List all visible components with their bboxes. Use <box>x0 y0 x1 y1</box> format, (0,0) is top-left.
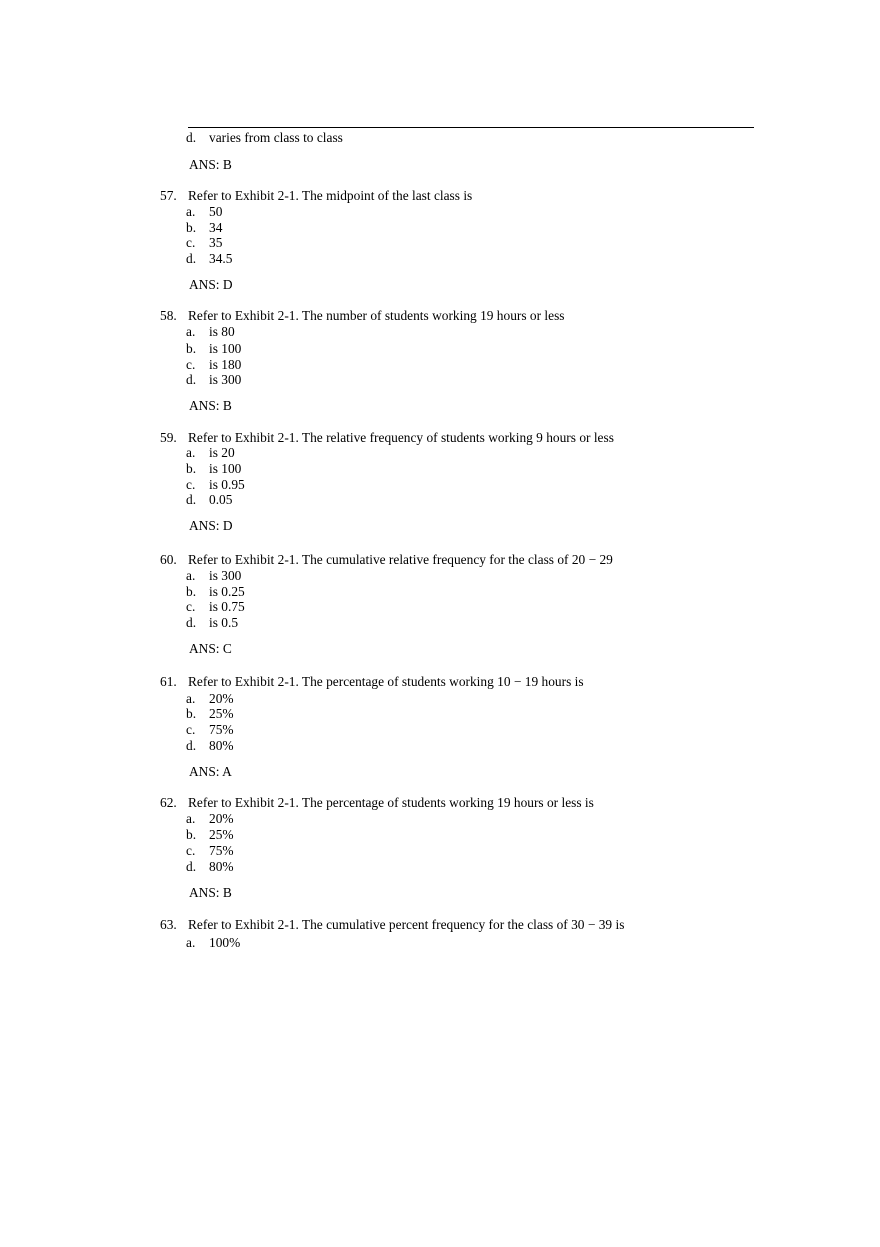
question-text: Refer to Exhibit 2-1. The cumulative relative frequency for the class of 20 − 29 <box>188 552 613 567</box>
option-letter: c. <box>186 843 196 858</box>
option-letter: b. <box>186 461 197 476</box>
option-text: 20% <box>209 691 234 706</box>
option-text: is 300 <box>209 568 242 583</box>
continuation-option-d <box>186 130 343 146</box>
question-63-option-a <box>186 935 240 951</box>
question-58-option-a <box>186 324 235 340</box>
option-text: 50 <box>209 204 223 219</box>
question-58-option-c <box>186 357 241 373</box>
option-text: 34.5 <box>209 251 233 266</box>
option-letter: b. <box>186 827 197 842</box>
question-63 <box>160 917 624 933</box>
option-text: 75% <box>209 722 234 737</box>
option-text: is 20 <box>209 445 235 460</box>
option-letter: d. <box>186 492 197 507</box>
question-59-option-b <box>186 461 241 477</box>
question-61-option-c <box>186 722 234 738</box>
option-text: is 80 <box>209 324 235 339</box>
question-number: 60. <box>160 552 177 567</box>
question-58 <box>160 308 565 324</box>
option-letter: a. <box>186 204 196 219</box>
option-letter: b. <box>186 220 197 235</box>
question-60-option-d <box>186 615 238 631</box>
option-letter: d. <box>186 615 197 630</box>
option-letter: d. <box>186 251 197 266</box>
option-letter: c. <box>186 722 196 737</box>
question-59-option-d <box>186 492 232 508</box>
question-57-answer: ANS: D <box>189 277 233 292</box>
option-letter: b. <box>186 584 197 599</box>
option-letter: a. <box>186 445 196 460</box>
option-letter: d. <box>186 738 197 753</box>
question-62-option-b <box>186 827 234 843</box>
option-text: 34 <box>209 220 223 235</box>
option-text: 25% <box>209 706 234 721</box>
question-59-answer: ANS: D <box>189 518 233 533</box>
question-60-option-b <box>186 584 245 600</box>
question-61-option-d <box>186 738 234 754</box>
option-letter: a. <box>186 568 196 583</box>
question-61-option-b <box>186 706 234 722</box>
question-61 <box>160 674 584 690</box>
question-58-option-d <box>186 372 241 388</box>
option-letter: a. <box>186 691 196 706</box>
question-58-answer: ANS: B <box>189 398 232 413</box>
question-number: 58. <box>160 308 177 323</box>
question-61-option-a <box>186 691 234 707</box>
question-62-answer: ANS: B <box>189 885 232 900</box>
option-letter: b. <box>186 341 197 356</box>
question-57-option-a <box>186 204 222 220</box>
option-text: 0.05 <box>209 492 233 507</box>
question-58-option-b <box>186 341 241 357</box>
question-number: 59. <box>160 430 177 445</box>
option-letter: a. <box>186 324 196 339</box>
option-text: varies from class to class <box>209 130 343 145</box>
question-59 <box>160 430 614 446</box>
question-number: 61. <box>160 674 177 689</box>
option-text: 25% <box>209 827 234 842</box>
question-62-option-d <box>186 859 234 875</box>
option-text: is 0.95 <box>209 477 245 492</box>
continuation-answer: ANS: B <box>189 157 232 172</box>
question-60-answer: ANS: C <box>189 641 232 656</box>
question-60-option-c <box>186 599 245 615</box>
question-62 <box>160 795 594 811</box>
option-letter: c. <box>186 477 196 492</box>
option-text: 20% <box>209 811 234 826</box>
option-text: is 0.25 <box>209 584 245 599</box>
option-text: is 180 <box>209 357 242 372</box>
option-letter: c. <box>186 599 196 614</box>
question-60-option-a <box>186 568 241 584</box>
question-61-answer: ANS: A <box>189 764 232 779</box>
question-62-option-c <box>186 843 234 859</box>
question-60 <box>160 552 613 568</box>
option-text: is 300 <box>209 372 242 387</box>
option-letter: c. <box>186 235 196 250</box>
option-text: is 100 <box>209 461 242 476</box>
question-text: Refer to Exhibit 2-1. The relative frequency of students working 9 hours or less <box>188 430 614 445</box>
option-text: is 0.5 <box>209 615 239 630</box>
question-57-option-d <box>186 251 232 267</box>
option-text: 80% <box>209 738 234 753</box>
option-letter: d. <box>186 130 197 145</box>
option-text: is 0.75 <box>209 599 245 614</box>
option-text: 100% <box>209 935 241 950</box>
option-letter: d. <box>186 372 197 387</box>
top-rule-divider <box>188 127 754 128</box>
option-letter: d. <box>186 859 197 874</box>
question-62-option-a <box>186 811 234 827</box>
option-letter: b. <box>186 706 197 721</box>
question-text: Refer to Exhibit 2-1. The percentage of students working 19 hours or less is <box>188 795 594 810</box>
question-59-option-c <box>186 477 245 493</box>
question-text: Refer to Exhibit 2-1. The midpoint of the last class is <box>188 188 473 203</box>
option-text: 80% <box>209 859 234 874</box>
question-text: Refer to Exhibit 2-1. The cumulative percent frequency for the class of 30 − 39 is <box>188 917 625 932</box>
question-57-option-c <box>186 235 222 251</box>
question-57 <box>160 188 472 204</box>
option-text: is 100 <box>209 341 242 356</box>
question-59-option-a <box>186 445 235 461</box>
option-letter: a. <box>186 811 196 826</box>
question-text: Refer to Exhibit 2-1. The percentage of students working 10 − 19 hours is <box>188 674 584 689</box>
question-text: Refer to Exhibit 2-1. The number of students working 19 hours or less <box>188 308 565 323</box>
option-letter: a. <box>186 935 196 950</box>
option-text: 35 <box>209 235 223 250</box>
question-number: 57. <box>160 188 177 203</box>
question-number: 62. <box>160 795 177 810</box>
option-letter: c. <box>186 357 196 372</box>
question-57-option-b <box>186 220 222 236</box>
question-number: 63. <box>160 917 177 932</box>
option-text: 75% <box>209 843 234 858</box>
